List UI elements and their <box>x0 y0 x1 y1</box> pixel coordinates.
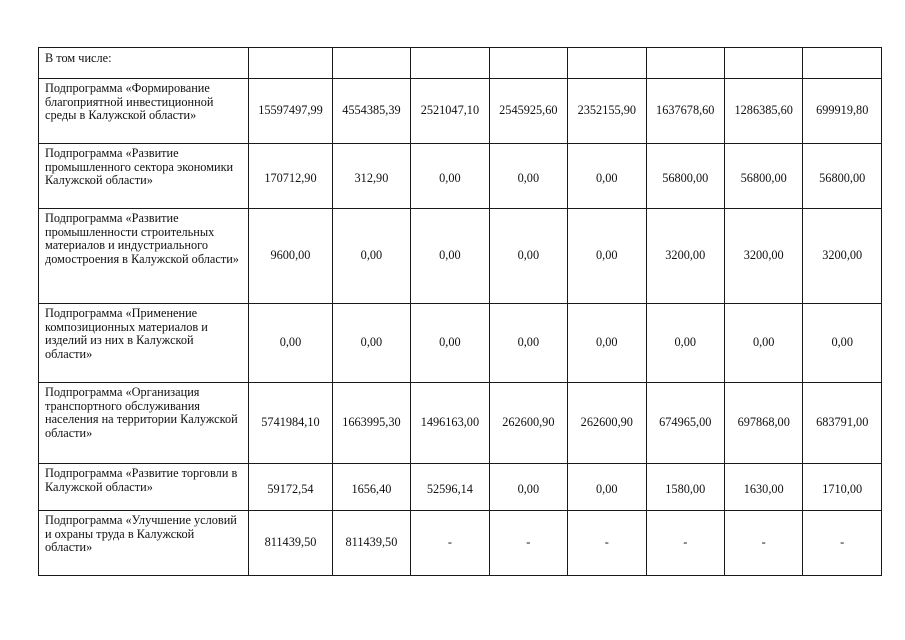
value-cell: 0,00 <box>332 209 410 304</box>
value-cell: 0,00 <box>411 144 489 209</box>
value-cell: 170712,90 <box>249 144 332 209</box>
value-cell: 56800,00 <box>646 144 724 209</box>
table-row <box>39 304 882 383</box>
value-cell: 1637678,60 <box>646 79 724 144</box>
value-cell: - <box>646 511 724 576</box>
value-cell: 0,00 <box>803 304 882 383</box>
value-cell: - <box>724 511 802 576</box>
table-row <box>39 209 882 304</box>
value-cell: 0,00 <box>489 209 567 304</box>
value-cell: 0,00 <box>411 304 489 383</box>
table-row <box>39 79 882 144</box>
value-cell: 683791,00 <box>803 383 882 464</box>
document-table-wrapper <box>38 47 882 576</box>
value-cell: 0,00 <box>489 144 567 209</box>
value-cell: 52596,14 <box>411 464 489 511</box>
subprogram-name-cell: Подпрограмма «Формирование благоприятной инвестиционной среды в Калужской области» <box>39 79 249 144</box>
value-cell: 0,00 <box>568 209 646 304</box>
value-cell: - <box>568 511 646 576</box>
subprogram-name-cell: Подпрограмма «Развитие промышленного сектора экономики Калужской области» <box>39 144 249 209</box>
value-cell: 1496163,00 <box>411 383 489 464</box>
table-row <box>39 464 882 511</box>
subprogram-name-cell: Подпрограмма «Развитие промышленности строительных материалов и индустриального домостроения в Калужской области» <box>39 209 249 304</box>
value-cell: 1580,00 <box>646 464 724 511</box>
header-empty-cell <box>249 48 332 79</box>
value-cell: 4554385,39 <box>332 79 410 144</box>
value-cell: 2352155,90 <box>568 79 646 144</box>
header-empty-cell <box>568 48 646 79</box>
value-cell: 3200,00 <box>803 209 882 304</box>
header-empty-cell <box>803 48 882 79</box>
value-cell: - <box>489 511 567 576</box>
table-row <box>39 511 882 576</box>
value-cell: 0,00 <box>489 464 567 511</box>
value-cell: 2521047,10 <box>411 79 489 144</box>
value-cell: 9600,00 <box>249 209 332 304</box>
value-cell: 262600,90 <box>568 383 646 464</box>
value-cell: - <box>411 511 489 576</box>
subprogram-name-cell: Подпрограмма «Применение композиционных материалов и изделий из них в Калужской области» <box>39 304 249 383</box>
subprogram-name-cell: Подпрограмма «Организация транспортного обслуживания населения на территории Калужской области» <box>39 383 249 464</box>
value-cell: 0,00 <box>489 304 567 383</box>
value-cell: 3200,00 <box>724 209 802 304</box>
value-cell: 1630,00 <box>724 464 802 511</box>
value-cell: 699919,80 <box>803 79 882 144</box>
header-empty-cell <box>724 48 802 79</box>
value-cell: 0,00 <box>568 304 646 383</box>
value-cell: 697868,00 <box>724 383 802 464</box>
value-cell: 56800,00 <box>803 144 882 209</box>
value-cell: 1286385,60 <box>724 79 802 144</box>
value-cell: 2545925,60 <box>489 79 567 144</box>
value-cell: 0,00 <box>568 464 646 511</box>
value-cell: 15597497,99 <box>249 79 332 144</box>
header-empty-cell <box>489 48 567 79</box>
table-row <box>39 144 882 209</box>
value-cell: 312,90 <box>332 144 410 209</box>
subprogram-name-cell: Подпрограмма «Развитие торговли в Калужской области» <box>39 464 249 511</box>
value-cell: 0,00 <box>724 304 802 383</box>
header-label-cell: В том числе: <box>39 48 249 79</box>
value-cell: 1656,40 <box>332 464 410 511</box>
value-cell: 262600,90 <box>489 383 567 464</box>
value-cell: 1710,00 <box>803 464 882 511</box>
header-empty-cell <box>646 48 724 79</box>
value-cell: 56800,00 <box>724 144 802 209</box>
value-cell: 59172,54 <box>249 464 332 511</box>
value-cell: 3200,00 <box>646 209 724 304</box>
value-cell: 811439,50 <box>249 511 332 576</box>
value-cell: 0,00 <box>332 304 410 383</box>
table-header-row <box>39 48 882 79</box>
value-cell: 0,00 <box>646 304 724 383</box>
value-cell: 1663995,30 <box>332 383 410 464</box>
value-cell: 0,00 <box>411 209 489 304</box>
value-cell: 811439,50 <box>332 511 410 576</box>
value-cell: 5741984,10 <box>249 383 332 464</box>
table-row <box>39 383 882 464</box>
header-empty-cell <box>411 48 489 79</box>
value-cell: 0,00 <box>568 144 646 209</box>
subprogram-name-cell: Подпрограмма «Улучшение условий и охраны труда в Калужской области» <box>39 511 249 576</box>
value-cell: 674965,00 <box>646 383 724 464</box>
value-cell: 0,00 <box>249 304 332 383</box>
program-funding-table <box>38 47 882 576</box>
header-empty-cell <box>332 48 410 79</box>
value-cell: - <box>803 511 882 576</box>
